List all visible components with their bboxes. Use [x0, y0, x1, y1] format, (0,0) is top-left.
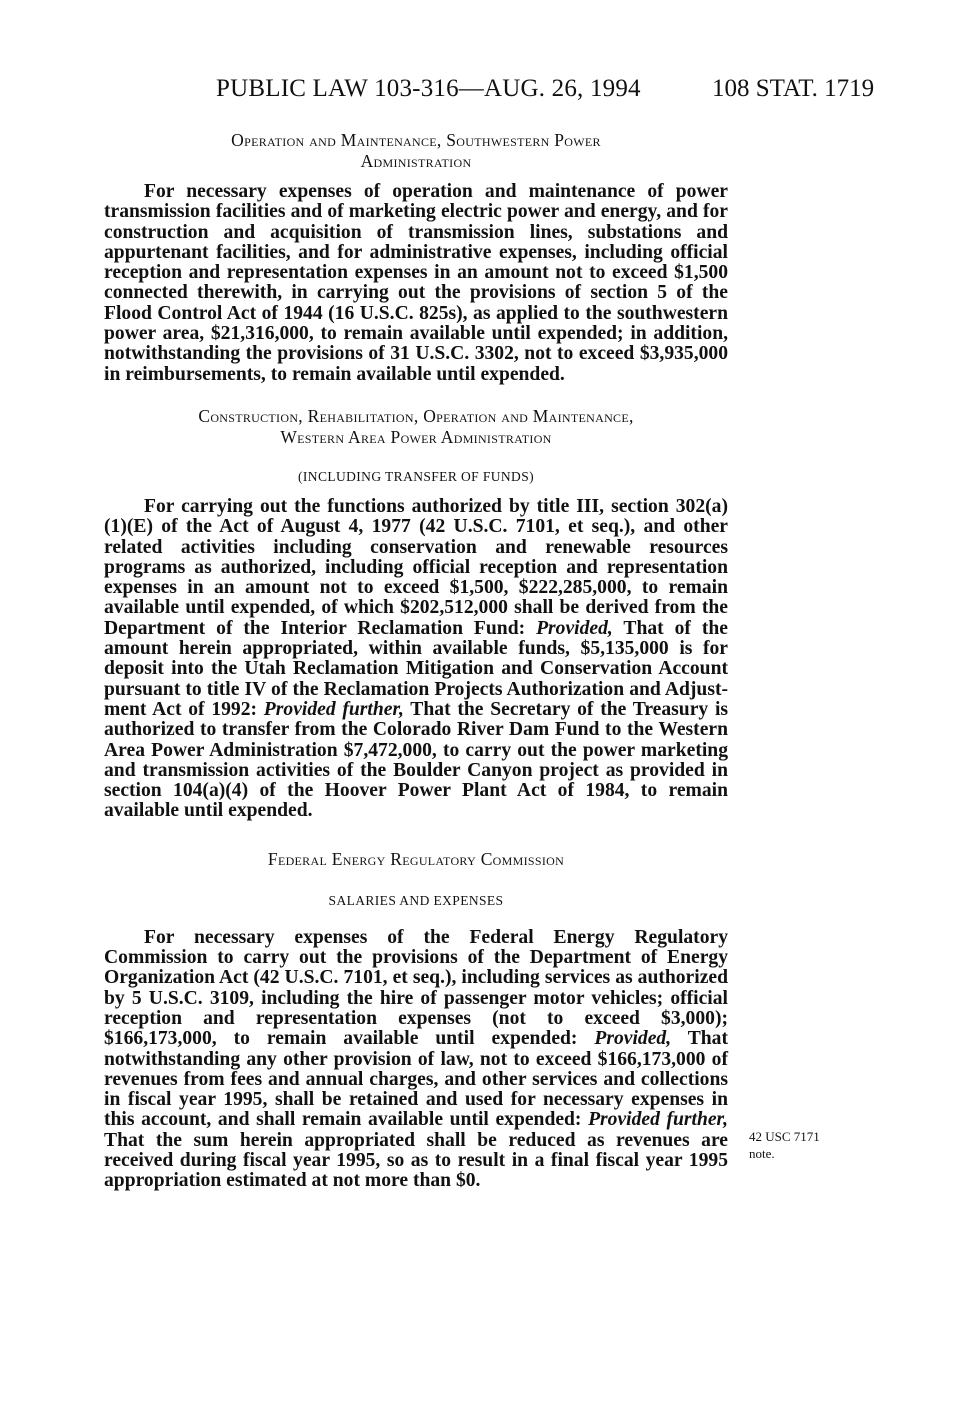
paragraph-text: For carrying out the functions authorized by title III, section 302(a)(1)(E) of the Act of August 4, 1977 (42 U.S.C. 7101, et seq.), and other related activities including conservation and renewable resources programs as authorized, including official reception and representation expenses in an amount not to exceed $1,500, $222,285,000, to remain available until expended, of which $202,512,000 shall be derived from the Department of the Interior Reclamation Fund:	[104, 495, 728, 639]
proviso-italic: Provided further,	[263, 698, 404, 720]
section-heading-line: Federal Energy Regulatory Commission	[267, 848, 565, 869]
section-heading-western	[104, 406, 728, 448]
paragraph-text: For necessary expenses of the Federal Energy Regulatory Commission to carry out the provisions of the Department of Energy Organization Act (42 U.S.C. 7101, et seq.), including services as authorized by 5 U.S.C. 3109, including the hire of passenger motor vehicles; official reception and representation expenses (not to exceed $3,000); $166,173,000, to remain available until expended:	[104, 926, 728, 1050]
proviso-italic: Provided,	[536, 617, 613, 639]
paragraph-text: That of the amount herein appropriated, within available funds, $5,135,000 is for deposit into the Utah Reclamation Mitigation and Conservation Account pursuant to title IV of the Reclamation Projects Authorization and Adjustment Act of 1992:	[104, 617, 728, 720]
page-header-stat: 108 STAT. 1719	[712, 75, 875, 102]
section-paragraph-ferc	[104, 928, 728, 1192]
section-heading-ferc	[104, 849, 728, 870]
section-heading-line: Administration	[360, 151, 472, 171]
section-subheading-transfer: (INCLUDING TRANSFER OF FUNDS)	[298, 468, 534, 484]
page-header-title: PUBLIC LAW 103-316—AUG. 26, 1994	[216, 75, 641, 102]
section-paragraph-western	[104, 497, 728, 822]
margin-note-line: 42 USC 7171	[749, 1129, 820, 1144]
proviso-italic: Provided,	[594, 1028, 672, 1050]
section-heading-line: Operation and Maintenance, Southwestern Power	[231, 130, 601, 150]
section-heading-line: Western Area Power Administration	[280, 426, 552, 447]
margin-note-usc	[749, 1128, 859, 1162]
margin-note-line: note.	[749, 1146, 775, 1161]
paragraph-text: That the Secretary of the Treasury is authorized to transfer from the Colorado River Dam Fund to the Western Area Power Administration $7,472,000, to carry out the power marketing and transmission activities of the Boulder Canyon project as provided in section 104(a)(4) of the Hoover Power Plant Act of 1984, to remain available until expended.	[104, 698, 729, 822]
paragraph-text: That notwithstanding any other provision of law, not to exceed $166,173,000 of revenues from fees and annual charges, and other services and collections in fiscal year 1995, shall be retained and used for necessary expenses in this account, and shall remain available until expended:	[104, 1028, 728, 1131]
section-paragraph-southwestern: For necessary expenses of operation and maintenance of power transmission facilities and of marketing electric power and energy, and for construction and acquisition of transmission lines, substations and appurtenant facilities, and for administrative expenses, including official reception and representation expenses in an amount not to exceed $1,500 connected therewith, in carrying out the provisions of section 5 of the Flood Control Act of 1944 (16 U.S.C. 825s), as applied to the southwestern power area, $21,316,000, to remain available until expended; in addition, notwithstanding the provisions of 31 U.S.C. 3302, not to exceed $3,935,000 in reimbursements, to remain available until expended.	[104, 181, 728, 385]
section-heading-line: Construction, Rehabilitation, Operation and Maintenance,	[198, 405, 634, 426]
section-heading-southwestern	[104, 130, 728, 172]
proviso-italic: Provided further,	[588, 1109, 729, 1131]
paragraph-text: That the sum herein appropriated shall be reduced as revenues are received during fiscal year 1995, so as to result in a final fiscal year 1995 appropriation estimated at not more than $0.	[104, 1129, 728, 1192]
section-subheading-salaries: SALARIES AND EXPENSES	[328, 892, 504, 908]
body-column	[104, 128, 728, 1192]
